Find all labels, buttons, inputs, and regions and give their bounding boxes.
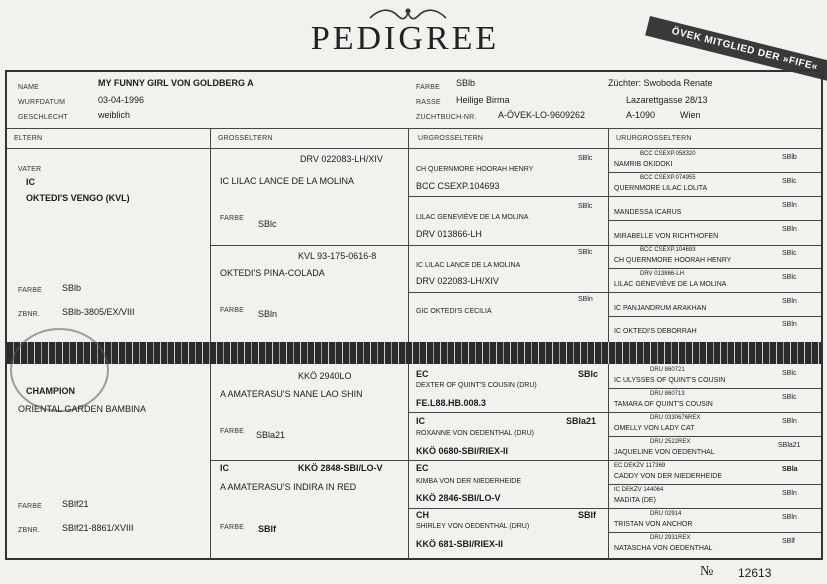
certificate-number: 12613 [738, 566, 772, 580]
divider [408, 292, 821, 293]
col-eltern: ELTERN [14, 135, 43, 142]
dam-farbe-label: FARBE [18, 503, 42, 510]
breeder-zip: A-1090 [626, 110, 656, 120]
gggp-5-name: CH QUERNMORE HOORAH HENRY [614, 257, 732, 264]
divider [608, 484, 821, 485]
gggp-16-name: NATASCHA VON OEDENTHAL [614, 545, 713, 552]
gggp-1-reg: BCC CSEXP.058320 [640, 151, 696, 157]
gggp-4-name: MIRABELLE VON RICHTHOFEN [614, 233, 719, 240]
ggp-5-reg: FE.L88.HB.008.3 [416, 398, 487, 408]
gp-4-farbe: SBlf [258, 524, 276, 534]
ggp-7-reg: KKÖ 2846-SBl/LO-V [416, 493, 501, 503]
sex-label: GESCHLECHT [18, 114, 68, 121]
gggp-10 [610, 390, 820, 412]
gp-4-title: IC [220, 463, 229, 473]
ggp-6-name: ROXANNE VON OEDENTHAL (DRU) [416, 430, 534, 437]
divider [608, 436, 821, 437]
divider [608, 220, 821, 221]
gp-1-farbe: SBlc [258, 219, 277, 229]
ggp-5-name: DEXTER OF QUINT'S COUSIN (DRU) [416, 382, 537, 389]
gggp-1 [610, 150, 820, 172]
gggp-10-reg: DRU 860713 [650, 391, 685, 397]
gggp-2-name: QUERNMORE LILAC LOLITA [614, 185, 708, 192]
dam-name: ORIENTAL GARDEN BAMBINA [18, 404, 147, 414]
zuchtbuch-value: A-ÖVEK-LO-9609262 [498, 110, 586, 120]
divider [408, 508, 821, 509]
gggp-15-reg: DRU 02914 [650, 511, 682, 517]
farbe-value: SBlb [456, 78, 476, 88]
ggp-6-reg: KKÖ 0680-SBl/RIEX-II [416, 446, 509, 456]
gggp-11-farbe: SBln [782, 418, 797, 425]
gggp-4 [610, 222, 820, 244]
gggp-5-reg: BCC CSEXP.104693 [640, 247, 696, 253]
ggp-3-farbe: SBlc [578, 249, 593, 256]
breeder-street: Lazarettgasse 28/13 [626, 95, 708, 105]
gggp-9-farbe: SBlc [782, 370, 797, 377]
gp-3-reg: KKÖ 2940LO [298, 371, 352, 381]
gggp-9-name: IC ULYSSES OF QUINT'S COUSIN [614, 377, 726, 384]
ggp-5-farbe: SBlc [578, 369, 599, 379]
gp-1-farbe-label: FARBE [220, 215, 244, 222]
gggp-12 [610, 438, 820, 460]
sire-zbnr-label: ZBNR. [18, 311, 40, 318]
dam-title: CHAMPION [26, 386, 75, 396]
gp-2-farbe: SBln [258, 309, 278, 319]
gggp-7 [610, 294, 820, 316]
divider [7, 148, 821, 149]
divider [608, 388, 821, 389]
ggp-6-title: IC [416, 416, 425, 426]
gggp-15-name: TRISTAN VON ANCHOR [614, 521, 693, 528]
gggp-13-name: CADDY VON DER NIEDERHEIDE [614, 473, 723, 480]
cat-name: MY FUNNY GIRL VON GOLDBERG A [98, 78, 254, 88]
vater-label: VATER [18, 166, 42, 173]
rasse-value: Heilige Birma [456, 95, 510, 105]
gggp-12-farbe: SBla21 [778, 442, 801, 449]
divider [608, 172, 821, 173]
dam-farbe: SBlf21 [62, 499, 89, 509]
gp-4-name: A AMATERASU'S INDIRA IN RED [220, 482, 357, 492]
ornamental-band [7, 342, 821, 364]
divider [7, 128, 821, 129]
gggp-6-name: LILAC GENEVIÈVE DE LA MOLINA [614, 281, 727, 288]
dam-zbnr-label: ZBNR. [18, 527, 40, 534]
gggp-15 [610, 510, 820, 532]
breeder: Züchter: Swoboda Renate [608, 78, 713, 88]
gggp-9 [610, 366, 820, 388]
rasse-label: RASSE [416, 99, 441, 106]
number-label: № [700, 564, 714, 579]
gggp-3-farbe: SBln [782, 202, 797, 209]
gp-4-reg: KKÖ 2848-SBl/LO-V [298, 463, 383, 473]
divider [210, 364, 211, 559]
divider [408, 128, 409, 342]
gp-4-farbe-label: FARBE [220, 524, 244, 531]
dob-value: 03-04-1996 [98, 95, 145, 105]
gggp-8 [610, 318, 820, 340]
sire-title: IC [26, 177, 35, 187]
gp-2-farbe-label: FARBE [220, 307, 244, 314]
gggp-13 [610, 462, 820, 484]
ggp-4-name: GIC OKTEDI'S CECILIA [416, 308, 492, 315]
ggp-4-farbe: SBln [578, 296, 593, 303]
gp-3-name: A AMATERASU'S NANE LAO SHIN [220, 389, 363, 399]
dob-label: WURFDATUM [18, 99, 66, 106]
gggp-10-name: TAMARA OF QUINT'S COUSIN [614, 401, 713, 408]
gggp-13-farbe: SBla [782, 466, 798, 473]
ggp-6-farbe: SBla21 [566, 416, 597, 426]
divider [408, 412, 821, 413]
gggp-13-reg: EC DEKZV 117369 [614, 463, 666, 469]
gggp-14 [610, 486, 820, 508]
sire-zbnr: SBlb-3805/EX/VIII [62, 307, 135, 317]
gp-3-farbe: SBla21 [256, 430, 286, 440]
ggp-2-farbe: SBlc [578, 203, 593, 210]
club-seal-stamp [10, 328, 109, 412]
col-grosseltern: GROSSELTERN [218, 135, 273, 142]
divider [408, 196, 821, 197]
gggp-11-name: OMELLY VON LADY CAT [614, 425, 695, 432]
gggp-9-reg: DRU 860721 [650, 367, 685, 373]
divider [608, 364, 609, 559]
gggp-3 [610, 198, 820, 220]
gggp-11-reg: DRU 0330676REX [650, 415, 701, 421]
gggp-8-name: IC OKTEDI'S DEBORRAH [614, 328, 697, 335]
ggp-8-title: CH [416, 510, 429, 520]
ggp-5-title: EC [416, 369, 429, 379]
gggp-4-farbe: SBln [782, 226, 797, 233]
breeder-city: Wien [680, 110, 701, 120]
divider [408, 364, 409, 559]
divider [608, 532, 821, 533]
gggp-12-name: JAQUELINE VON OEDENTHAL [614, 449, 715, 456]
divider [210, 460, 821, 461]
gggp-5 [610, 246, 820, 268]
divider [210, 128, 211, 342]
sire-farbe-label: FARBE [18, 287, 42, 294]
gggp-7-name: IC PANJANDRUM ARAKHAN [614, 305, 707, 312]
name-label: NAME [18, 84, 40, 91]
gggp-16-reg: DRU 2931REX [650, 535, 691, 541]
ggp-1-name: CH QUERNMORE HOORAH HENRY [416, 166, 534, 173]
col-ururgrosseltern: URURGROSSELTERN [616, 135, 692, 142]
divider [608, 128, 609, 342]
farbe-label: FARBE [416, 84, 440, 91]
ggp-8-reg: KKÖ 681-SBl/RIEX-II [416, 539, 504, 549]
gggp-11 [610, 414, 820, 436]
gggp-3-name: MANDESSA ICARUS [614, 209, 682, 216]
gggp-8-farbe: SBln [782, 321, 797, 328]
ggp-8-farbe: SBlf [578, 510, 596, 520]
sire-name: OKTEDI'S VENGO (KVL) [26, 193, 130, 203]
gp-2-name: OKTEDI'S PINA-COLADA [220, 268, 325, 278]
gggp-5-farbe: SBlc [782, 250, 797, 257]
ggp-2-reg: DRV 013866-LH [416, 229, 482, 239]
gggp-1-farbe: SBlb [782, 154, 797, 161]
gggp-2 [610, 174, 820, 196]
gggp-14-name: MADITA (DE) [614, 497, 656, 504]
gggp-10-farbe: SBlc [782, 394, 797, 401]
col-urgrosseltern: URGROSSELTERN [418, 135, 484, 142]
ggp-3-name: IC LILAC LANCE DE LA MOLINA [416, 262, 521, 269]
ggp-1-reg: BCC CSEXP.104693 [416, 181, 500, 191]
gp-2-reg: KVL 93-175-0616-8 [298, 251, 377, 261]
gggp-14-farbe: SBln [782, 490, 797, 497]
gp-3-farbe-label: FARBE [220, 428, 244, 435]
ggp-2-name: LILAC GENEVIÈVE DE LA MOLINA [416, 214, 529, 221]
ggp-7-title: EC [416, 463, 429, 473]
gggp-16 [610, 534, 820, 556]
gggp-2-farbe: SBlc [782, 178, 797, 185]
ggp-1-farbe: SBlc [578, 155, 593, 162]
gggp-6-reg: DRV 013866-LH [640, 271, 684, 277]
gggp-15-farbe: SBln [782, 514, 797, 521]
gggp-16-farbe: SBlf [782, 538, 795, 545]
gggp-6-farbe: SBlc [782, 274, 797, 281]
page-title: PEDIGREE [310, 20, 500, 57]
gp-1-reg: DRV 022083-LH/XIV [300, 154, 383, 164]
ggp-7-name: KIMBA VON DER NIEDERHEIDE [416, 478, 522, 485]
gp-1-name: IC LILAC LANCE DE LA MOLINA [220, 176, 355, 186]
ggp-8-name: SHIRLEY VON OEDENTHAL (DRU) [416, 523, 530, 530]
gggp-14-reg: IC DEKZV 144064 [614, 487, 664, 493]
gggp-1-name: NAMRIB OKIDOKI [614, 161, 673, 168]
zuchtbuch-label: ZUCHTBUCH-NR. [416, 114, 477, 121]
sire-farbe: SBlb [62, 283, 82, 293]
divider [608, 268, 821, 269]
sex-value: weiblich [98, 110, 131, 120]
ggp-3-reg: DRV 022083-LH/XIV [416, 276, 499, 286]
divider [608, 316, 821, 317]
gggp-2-reg: BCC CSEXP.074955 [640, 175, 696, 181]
gggp-7-farbe: SBln [782, 298, 797, 305]
gggp-12-reg: DRU 2522REX [650, 439, 691, 445]
dam-zbnr: SBlf21-8861/XVIII [62, 523, 134, 533]
gggp-6 [610, 270, 820, 292]
fife-banner: ÖVEK MITGLIED DER »FIFE« [645, 16, 827, 84]
